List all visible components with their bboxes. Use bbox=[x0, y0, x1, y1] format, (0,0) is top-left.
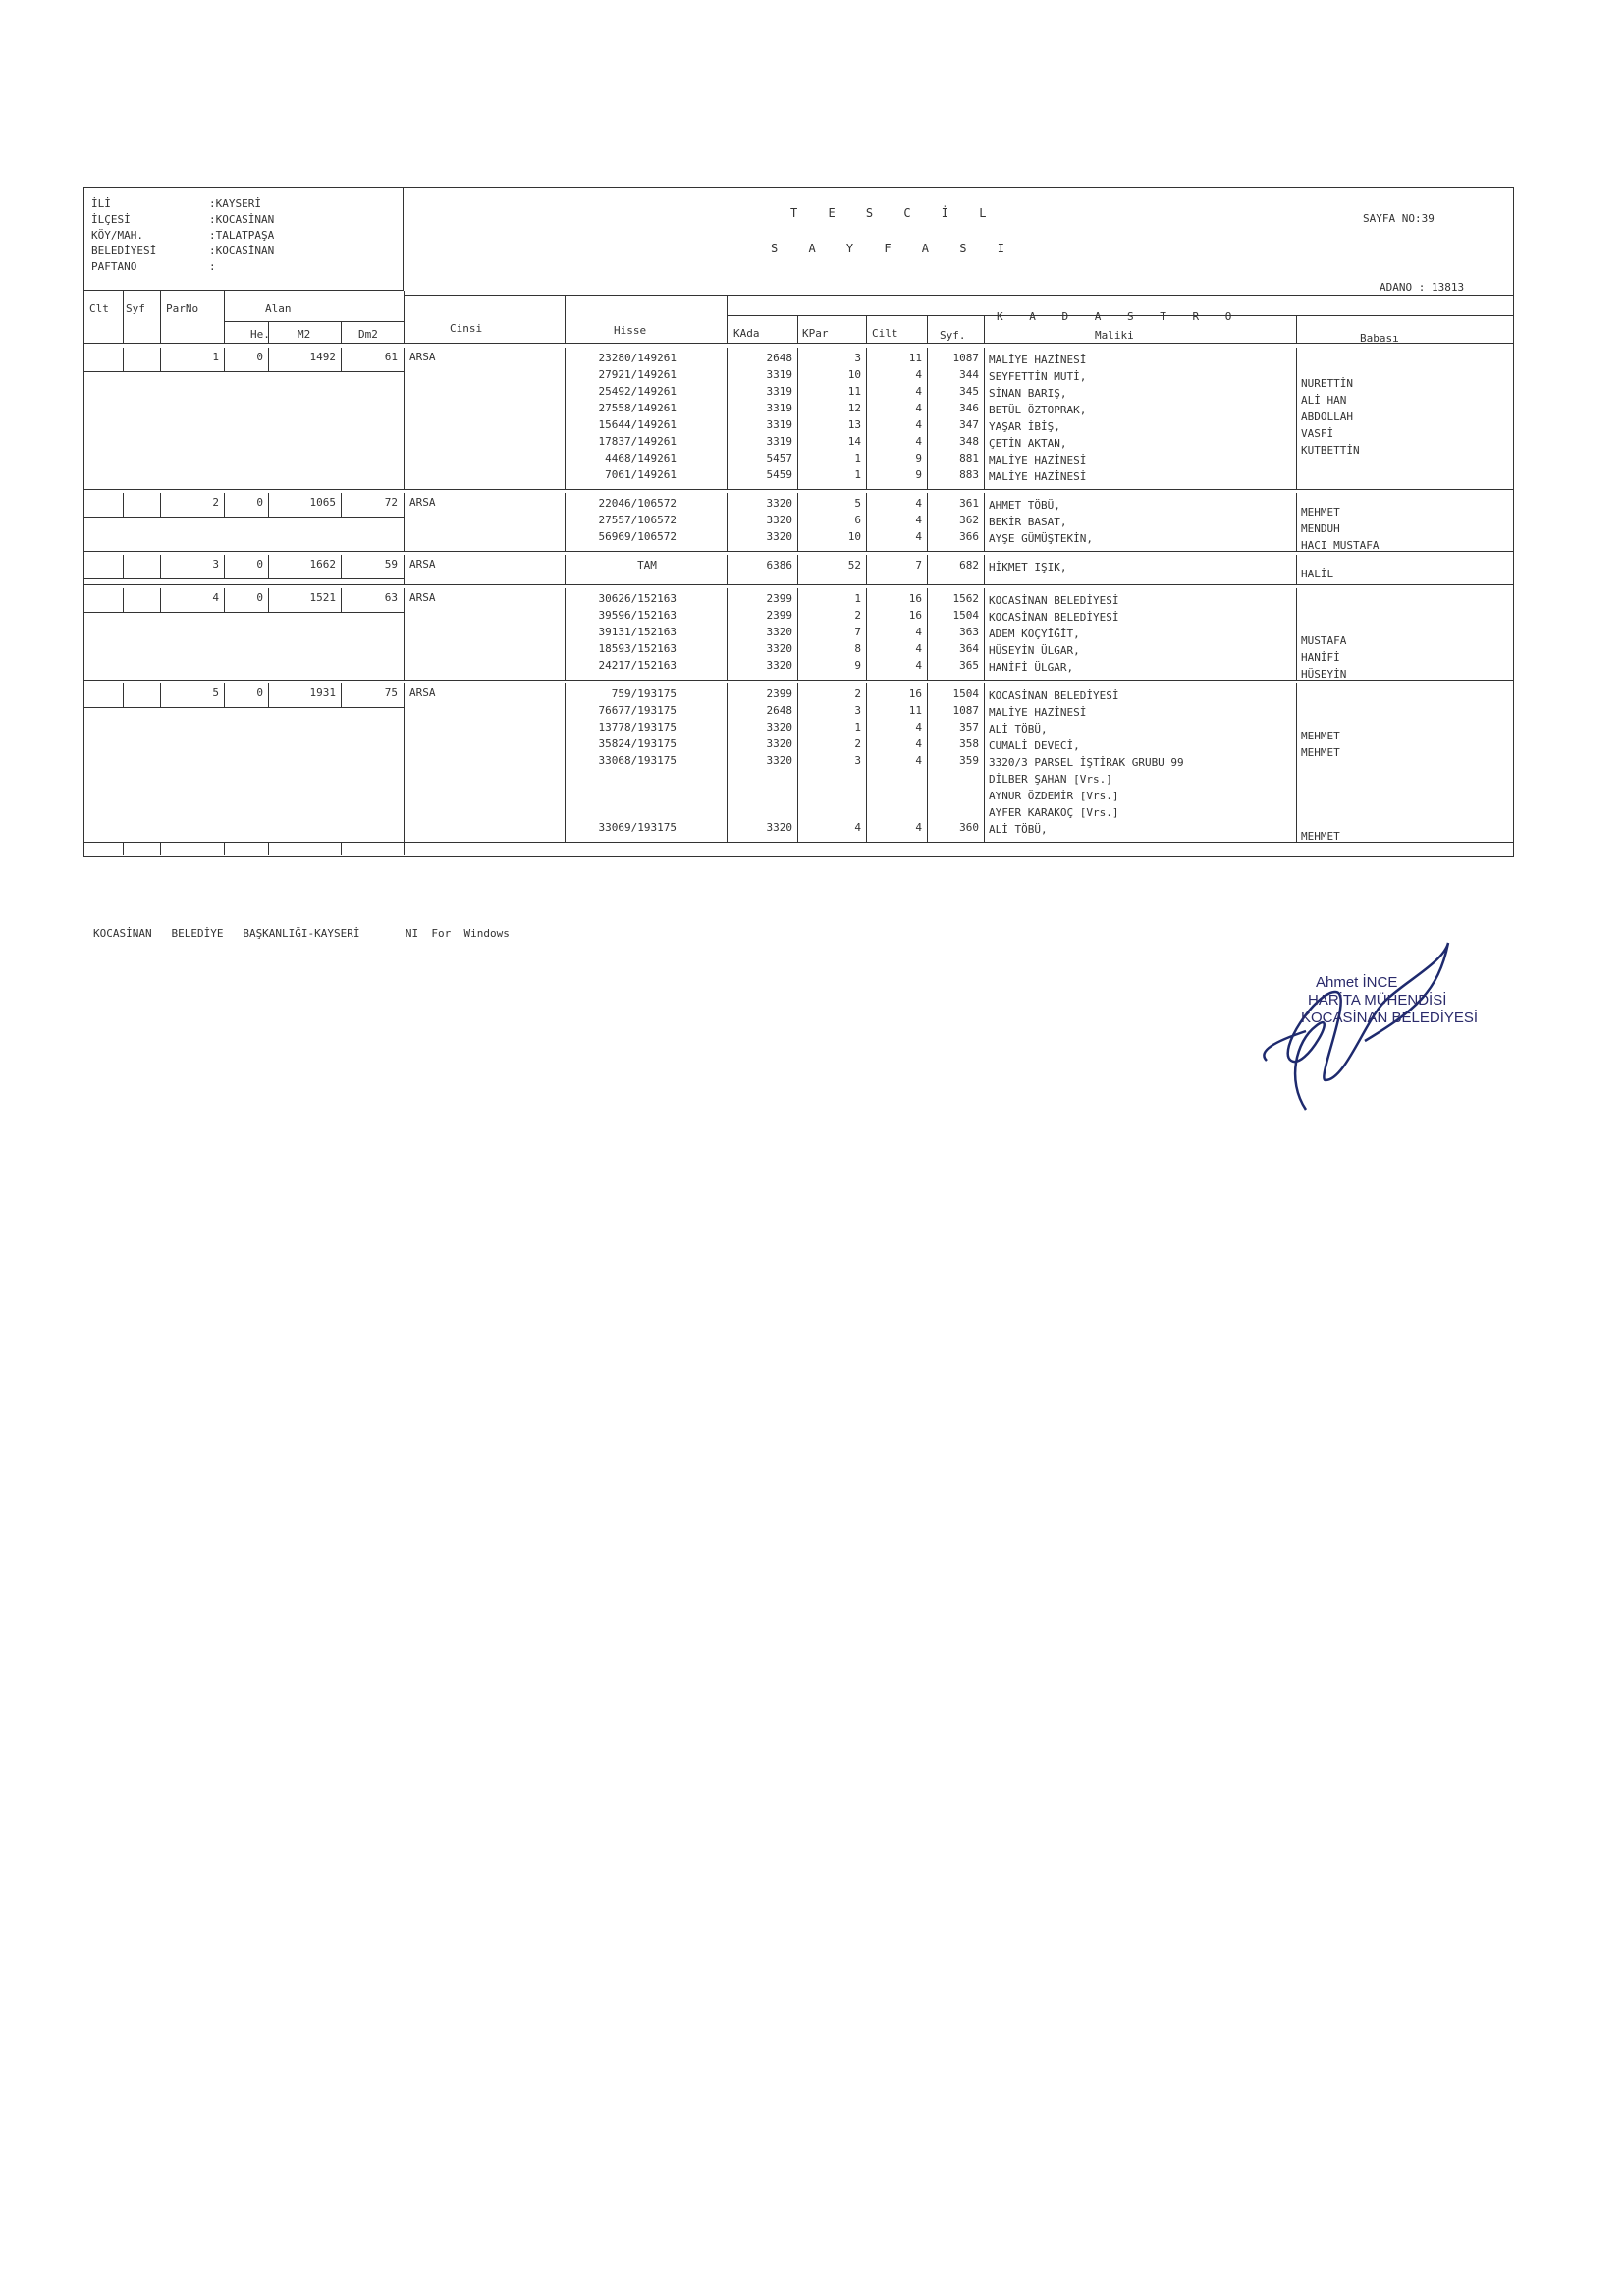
footer-text: KOCASİNAN BELEDİYE BAŞKANLIĞI-KAYSERİ NI For Windows bbox=[93, 927, 510, 940]
share-hisse: 27557/106572 bbox=[598, 514, 677, 526]
share-cilt: 4 bbox=[915, 626, 922, 638]
column-rule bbox=[797, 683, 798, 842]
parcel-m2: 1065 bbox=[309, 496, 336, 509]
col-syf2: Syf. bbox=[940, 329, 966, 342]
parcel-subdivider bbox=[83, 371, 404, 372]
parcel-parno: 4 bbox=[212, 591, 219, 604]
share-maliki: MALİYE HAZİNESİ bbox=[989, 706, 1087, 719]
header-field-il: İLİ :KAYSERİ bbox=[91, 197, 261, 210]
share-cilt: 4 bbox=[915, 418, 922, 431]
column-rule bbox=[866, 683, 867, 842]
share-cilt: 4 bbox=[915, 821, 922, 834]
column-rule bbox=[268, 348, 269, 371]
share-hisse: 15644/149261 bbox=[598, 418, 677, 431]
share-babasi: MEHMET bbox=[1301, 506, 1340, 519]
share-maliki: BETÜL ÖZTOPRAK, bbox=[989, 404, 1087, 416]
share-maliki: YAŞAR İBİŞ, bbox=[989, 420, 1060, 433]
share-kpar: 13 bbox=[847, 418, 861, 431]
share-hisse: 18593/152163 bbox=[598, 642, 677, 655]
share-maliki: CUMALİ DEVECİ, bbox=[989, 739, 1080, 752]
share-syf: 358 bbox=[959, 738, 979, 750]
share-maliki: HİKMET IŞIK, bbox=[989, 561, 1067, 574]
column-rule bbox=[268, 588, 269, 612]
share-kada: 5459 bbox=[766, 468, 792, 481]
share-cilt: 9 bbox=[915, 452, 922, 465]
share-syf: 345 bbox=[959, 385, 979, 398]
share-cilt: 11 bbox=[908, 704, 922, 717]
share-maliki: ALİ TÖBÜ, bbox=[989, 823, 1048, 836]
share-hisse: TAM bbox=[637, 559, 657, 572]
share-maliki: AYFER KARAKOÇ [Vrs.] bbox=[989, 806, 1119, 819]
column-rule bbox=[984, 588, 985, 680]
column-rule bbox=[927, 555, 928, 584]
share-kada: 3320 bbox=[766, 626, 792, 638]
share-kpar: 52 bbox=[847, 559, 861, 572]
share-maliki: DİLBER ŞAHAN [Vrs.] bbox=[989, 773, 1112, 786]
col-he: He. bbox=[250, 328, 270, 341]
header-field-belediye: BELEDİYESİ :KOCASİNAN bbox=[91, 245, 275, 257]
share-syf: 346 bbox=[959, 402, 979, 414]
column-rule bbox=[727, 348, 728, 489]
column-rule bbox=[160, 493, 161, 517]
share-kada: 2399 bbox=[766, 609, 792, 622]
col-cilt: Cilt bbox=[872, 327, 898, 340]
share-cilt: 4 bbox=[915, 402, 922, 414]
parcel-dm2: 75 bbox=[384, 686, 398, 699]
share-kada: 3320 bbox=[766, 821, 792, 834]
column-rule bbox=[341, 493, 342, 517]
column-rule bbox=[341, 842, 342, 855]
column-rule bbox=[797, 348, 798, 489]
share-cilt: 4 bbox=[915, 659, 922, 672]
col-kpar: KPar bbox=[802, 327, 829, 340]
share-kpar: 4 bbox=[854, 821, 861, 834]
share-hisse: 7061/149261 bbox=[605, 468, 677, 481]
share-hisse: 35824/193175 bbox=[598, 738, 677, 750]
share-kada: 3320 bbox=[766, 514, 792, 526]
share-syf: 357 bbox=[959, 721, 979, 734]
share-kada: 3319 bbox=[766, 402, 792, 414]
share-hisse: 30626/152163 bbox=[598, 592, 677, 605]
share-maliki: KOCASİNAN BELEDİYESİ bbox=[989, 689, 1119, 702]
column-rule bbox=[1296, 555, 1297, 584]
share-hisse: 27558/149261 bbox=[598, 402, 677, 414]
share-babasi: MEHMET bbox=[1301, 730, 1340, 742]
column-rule bbox=[224, 842, 225, 855]
column-rule bbox=[268, 555, 269, 578]
share-kada: 3319 bbox=[766, 418, 792, 431]
share-syf: 1504 bbox=[952, 609, 979, 622]
column-rule bbox=[1296, 348, 1297, 489]
parcel-cinsi: ARSA bbox=[409, 558, 436, 571]
parcel-divider bbox=[83, 680, 1514, 681]
share-cilt: 16 bbox=[908, 592, 922, 605]
column-rule bbox=[727, 683, 728, 842]
column-rule bbox=[927, 493, 928, 551]
share-kada: 6386 bbox=[766, 559, 792, 572]
column-rule bbox=[866, 588, 867, 680]
share-cilt: 4 bbox=[915, 435, 922, 448]
share-cilt: 16 bbox=[908, 609, 922, 622]
parcel-m2: 1662 bbox=[309, 558, 336, 571]
share-cilt: 4 bbox=[915, 738, 922, 750]
column-rule bbox=[224, 588, 225, 612]
share-babasi: ABDOLLAH bbox=[1301, 410, 1353, 423]
share-hisse: 759/193175 bbox=[611, 687, 677, 700]
title-tescil: T E S C İ L bbox=[790, 206, 999, 220]
share-cilt: 4 bbox=[915, 530, 922, 543]
parcel-dm2: 72 bbox=[384, 496, 398, 509]
share-hisse: 24217/152163 bbox=[598, 659, 677, 672]
column-rule bbox=[123, 683, 124, 707]
column-rule bbox=[160, 683, 161, 707]
share-hisse: 76677/193175 bbox=[598, 704, 677, 717]
col-kadastro: K A D A S T R O bbox=[997, 310, 1242, 323]
share-kpar: 5 bbox=[854, 497, 861, 510]
share-cilt: 16 bbox=[908, 687, 922, 700]
parcel-divider bbox=[83, 489, 1514, 490]
share-hisse: 39596/152163 bbox=[598, 609, 677, 622]
share-kada: 3320 bbox=[766, 530, 792, 543]
share-kada: 3320 bbox=[766, 659, 792, 672]
share-kpar: 1 bbox=[854, 721, 861, 734]
share-kpar: 1 bbox=[854, 452, 861, 465]
column-rule bbox=[565, 555, 566, 584]
parcel-he: 0 bbox=[256, 496, 263, 509]
column-header-divider bbox=[83, 343, 1514, 344]
share-maliki: MALİYE HAZİNESİ bbox=[989, 354, 1087, 366]
parcel-cinsi: ARSA bbox=[409, 686, 436, 699]
share-maliki: SEYFETTİN MUTİ, bbox=[989, 370, 1087, 383]
column-rule bbox=[1296, 493, 1297, 551]
share-cilt: 4 bbox=[915, 368, 922, 381]
share-babasi: HALİL bbox=[1301, 568, 1334, 580]
share-kpar: 7 bbox=[854, 626, 861, 638]
share-syf: 883 bbox=[959, 468, 979, 481]
header-divider bbox=[404, 295, 1514, 296]
share-syf: 364 bbox=[959, 642, 979, 655]
share-kada: 2648 bbox=[766, 352, 792, 364]
parcel-cinsi: ARSA bbox=[409, 591, 436, 604]
column-rule bbox=[797, 493, 798, 551]
column-rule bbox=[123, 588, 124, 612]
column-rule bbox=[984, 348, 985, 489]
parcel-divider bbox=[83, 842, 1514, 843]
parcel-divider bbox=[83, 551, 1514, 552]
page-number: SAYFA NO:39 bbox=[1363, 212, 1435, 225]
signature-graphic bbox=[1247, 933, 1473, 1120]
column-rule bbox=[123, 348, 124, 371]
share-kpar: 3 bbox=[854, 352, 861, 364]
col-hisse: Hisse bbox=[614, 324, 647, 337]
column-rule bbox=[341, 683, 342, 707]
share-kpar: 10 bbox=[847, 368, 861, 381]
share-babasi: MEHMET bbox=[1301, 830, 1340, 843]
column-rule bbox=[404, 348, 405, 489]
share-maliki: MALİYE HAZİNESİ bbox=[989, 470, 1087, 483]
share-syf: 361 bbox=[959, 497, 979, 510]
signature-stamp bbox=[1247, 933, 1479, 1120]
share-maliki: ADEM KOÇYİĞİT, bbox=[989, 628, 1080, 640]
share-syf: 344 bbox=[959, 368, 979, 381]
share-cilt: 4 bbox=[915, 754, 922, 767]
col-cinsi: Cinsi bbox=[450, 322, 483, 335]
title-sayfasi: S A Y F A S I bbox=[771, 242, 1016, 255]
column-rule bbox=[866, 493, 867, 551]
share-cilt: 4 bbox=[915, 514, 922, 526]
column-rule bbox=[565, 588, 566, 680]
share-syf: 682 bbox=[959, 559, 979, 572]
column-rule bbox=[404, 493, 405, 551]
share-kada: 3319 bbox=[766, 368, 792, 381]
col-kada: KAda bbox=[733, 327, 760, 340]
share-kada: 3319 bbox=[766, 435, 792, 448]
col-babasi: Babası bbox=[1360, 332, 1399, 345]
column-rule bbox=[404, 842, 405, 855]
column-rule bbox=[224, 555, 225, 578]
share-kpar: 2 bbox=[854, 687, 861, 700]
share-hisse: 33069/193175 bbox=[598, 821, 677, 834]
share-kpar: 1 bbox=[854, 468, 861, 481]
column-rule bbox=[404, 555, 405, 584]
parcel-he: 0 bbox=[256, 591, 263, 604]
parcel-parno: 1 bbox=[212, 351, 219, 363]
share-kada: 3320 bbox=[766, 754, 792, 767]
tescil-document bbox=[83, 187, 1514, 917]
parcel-he: 0 bbox=[256, 351, 263, 363]
parcel-cinsi: ARSA bbox=[409, 351, 436, 363]
column-rule bbox=[160, 842, 161, 855]
share-babasi: HANİFİ bbox=[1301, 651, 1340, 664]
share-hisse: 27921/149261 bbox=[598, 368, 677, 381]
column-rule bbox=[565, 683, 566, 842]
column-rule bbox=[565, 348, 566, 489]
column-rule bbox=[866, 555, 867, 584]
share-babasi: MENDUH bbox=[1301, 522, 1340, 535]
column-rule bbox=[797, 555, 798, 584]
share-kpar: 10 bbox=[847, 530, 861, 543]
parcel-he: 0 bbox=[256, 686, 263, 699]
share-syf: 362 bbox=[959, 514, 979, 526]
column-rule bbox=[565, 493, 566, 551]
share-cilt: 9 bbox=[915, 468, 922, 481]
header-field-koy-mah: KÖY/MAH. :TALATPAŞA bbox=[91, 229, 275, 242]
parcel-parno: 2 bbox=[212, 496, 219, 509]
parcel-dm2: 63 bbox=[384, 591, 398, 604]
parcel-parno: 5 bbox=[212, 686, 219, 699]
share-cilt: 4 bbox=[915, 497, 922, 510]
parcel-subdivider bbox=[83, 612, 404, 613]
column-rule bbox=[123, 842, 124, 855]
share-kpar: 3 bbox=[854, 754, 861, 767]
parcel-m2: 1931 bbox=[309, 686, 336, 699]
col-maliki: Maliki bbox=[1095, 329, 1134, 342]
share-syf: 359 bbox=[959, 754, 979, 767]
share-maliki: ALİ TÖBÜ, bbox=[989, 723, 1048, 736]
share-kpar: 14 bbox=[847, 435, 861, 448]
share-kpar: 8 bbox=[854, 642, 861, 655]
column-rule bbox=[984, 683, 985, 842]
share-hisse: 13778/193175 bbox=[598, 721, 677, 734]
share-kada: 2399 bbox=[766, 592, 792, 605]
share-cilt: 4 bbox=[915, 721, 922, 734]
header-field-ilce: İLÇESİ :KOCASİNAN bbox=[91, 213, 275, 226]
share-maliki: ÇETİN AKTAN, bbox=[989, 437, 1067, 450]
col-parno: ParNo bbox=[166, 302, 199, 315]
share-babasi: MEHMET bbox=[1301, 746, 1340, 759]
column-rule bbox=[797, 588, 798, 680]
parcel-m2: 1492 bbox=[309, 351, 336, 363]
share-kada: 3320 bbox=[766, 738, 792, 750]
share-syf: 1087 bbox=[952, 352, 979, 364]
column-rule bbox=[727, 493, 728, 551]
share-syf: 1087 bbox=[952, 704, 979, 717]
column-rule bbox=[224, 683, 225, 707]
column-rule bbox=[727, 555, 728, 584]
parcel-cinsi: ARSA bbox=[409, 496, 436, 509]
stamp-org: KOCASİNAN BELEDİYESİ bbox=[1301, 1010, 1479, 1026]
share-maliki: BEKİR BASAT, bbox=[989, 516, 1067, 528]
header-field-paftano: PAFTANO : bbox=[91, 260, 216, 273]
column-rule bbox=[1296, 683, 1297, 842]
share-maliki: KOCASİNAN BELEDİYESİ bbox=[989, 594, 1119, 607]
column-rule bbox=[268, 842, 269, 855]
parcel-dm2: 61 bbox=[384, 351, 398, 363]
stamp-name: Ahmet İNCE bbox=[1316, 974, 1398, 991]
share-maliki: AYŞE GÜMÜŞTEKİN, bbox=[989, 532, 1093, 545]
share-kpar: 6 bbox=[854, 514, 861, 526]
share-hisse: 4468/149261 bbox=[605, 452, 677, 465]
column-rule bbox=[160, 555, 161, 578]
share-kpar: 2 bbox=[854, 738, 861, 750]
share-syf: 360 bbox=[959, 821, 979, 834]
column-rule bbox=[866, 348, 867, 489]
share-babasi: KUTBETTİN bbox=[1301, 444, 1360, 457]
share-hisse: 25492/149261 bbox=[598, 385, 677, 398]
share-maliki: 3320/3 PARSEL İŞTİRAK GRUBU 99 bbox=[989, 756, 1184, 769]
share-hisse: 33068/193175 bbox=[598, 754, 677, 767]
share-syf: 1562 bbox=[952, 592, 979, 605]
parcel-dm2: 59 bbox=[384, 558, 398, 571]
column-rule bbox=[224, 348, 225, 371]
column-rule bbox=[341, 588, 342, 612]
share-kada: 2648 bbox=[766, 704, 792, 717]
share-hisse: 17837/149261 bbox=[598, 435, 677, 448]
share-syf: 347 bbox=[959, 418, 979, 431]
column-rule bbox=[984, 555, 985, 584]
col-alan: Alan bbox=[265, 302, 292, 315]
col-syf: Syf bbox=[126, 302, 145, 315]
share-babasi: MUSTAFA bbox=[1301, 634, 1347, 647]
column-rule bbox=[984, 493, 985, 551]
parcel-subdivider bbox=[83, 707, 404, 708]
share-kpar: 3 bbox=[854, 704, 861, 717]
share-maliki: AYNUR ÖZDEMİR [Vrs.] bbox=[989, 790, 1119, 802]
stamp-title: HARİTA MÜHENDİSİ bbox=[1308, 992, 1447, 1009]
share-babasi: HACI MUSTAFA bbox=[1301, 539, 1380, 552]
col-clt: Clt bbox=[89, 302, 109, 315]
share-cilt: 7 bbox=[915, 559, 922, 572]
column-rule bbox=[727, 588, 728, 680]
column-rule bbox=[123, 493, 124, 517]
column-rule bbox=[404, 588, 405, 680]
column-rule bbox=[1296, 588, 1297, 680]
share-cilt: 4 bbox=[915, 385, 922, 398]
share-babasi: VASFİ bbox=[1301, 427, 1334, 440]
column-rule bbox=[404, 683, 405, 842]
parcel-divider bbox=[83, 584, 1514, 585]
share-babasi: HÜSEYİN bbox=[1301, 668, 1347, 681]
column-rule bbox=[268, 493, 269, 517]
share-syf: 365 bbox=[959, 659, 979, 672]
share-kada: 3319 bbox=[766, 385, 792, 398]
share-hisse: 56969/106572 bbox=[598, 530, 677, 543]
share-hisse: 39131/152163 bbox=[598, 626, 677, 638]
share-kada: 3320 bbox=[766, 721, 792, 734]
parcel-parno: 3 bbox=[212, 558, 219, 571]
share-hisse: 23280/149261 bbox=[598, 352, 677, 364]
column-rule bbox=[927, 588, 928, 680]
col-m2: M2 bbox=[298, 328, 311, 341]
share-syf: 348 bbox=[959, 435, 979, 448]
share-kpar: 12 bbox=[847, 402, 861, 414]
location-header bbox=[83, 187, 404, 291]
share-maliki: KOCASİNAN BELEDİYESİ bbox=[989, 611, 1119, 624]
column-rule bbox=[341, 348, 342, 371]
column-rule bbox=[927, 348, 928, 489]
share-babasi: ALİ HAN bbox=[1301, 394, 1347, 407]
column-rule bbox=[123, 555, 124, 578]
share-maliki: MALİYE HAZİNESİ bbox=[989, 454, 1087, 466]
share-kada: 2399 bbox=[766, 687, 792, 700]
parcel-subdivider bbox=[83, 578, 404, 579]
col-dm2: Dm2 bbox=[358, 328, 378, 341]
column-rule bbox=[160, 348, 161, 371]
column-rule bbox=[341, 555, 342, 578]
share-syf: 881 bbox=[959, 452, 979, 465]
share-maliki: AHMET TÖBÜ, bbox=[989, 499, 1060, 512]
share-kpar: 9 bbox=[854, 659, 861, 672]
share-cilt: 4 bbox=[915, 642, 922, 655]
share-kpar: 11 bbox=[847, 385, 861, 398]
share-kada: 3320 bbox=[766, 642, 792, 655]
parcel-he: 0 bbox=[256, 558, 263, 571]
column-rule bbox=[268, 683, 269, 707]
share-babasi: NURETTİN bbox=[1301, 377, 1353, 390]
share-syf: 366 bbox=[959, 530, 979, 543]
share-kada: 3320 bbox=[766, 497, 792, 510]
share-cilt: 11 bbox=[908, 352, 922, 364]
share-syf: 1504 bbox=[952, 687, 979, 700]
parcel-subdivider bbox=[83, 517, 404, 518]
share-kada: 5457 bbox=[766, 452, 792, 465]
share-maliki: HANİFİ ÜLGAR, bbox=[989, 661, 1074, 674]
share-kpar: 2 bbox=[854, 609, 861, 622]
share-hisse: 22046/106572 bbox=[598, 497, 677, 510]
ada-no: ADANO : 13813 bbox=[1380, 281, 1465, 294]
share-maliki: HÜSEYİN ÜLGAR, bbox=[989, 644, 1080, 657]
share-syf: 363 bbox=[959, 626, 979, 638]
share-kpar: 1 bbox=[854, 592, 861, 605]
parcel-m2: 1521 bbox=[309, 591, 336, 604]
column-rule bbox=[224, 493, 225, 517]
share-maliki: SİNAN BARIŞ, bbox=[989, 387, 1067, 400]
column-rule bbox=[160, 588, 161, 612]
column-rule bbox=[927, 683, 928, 842]
